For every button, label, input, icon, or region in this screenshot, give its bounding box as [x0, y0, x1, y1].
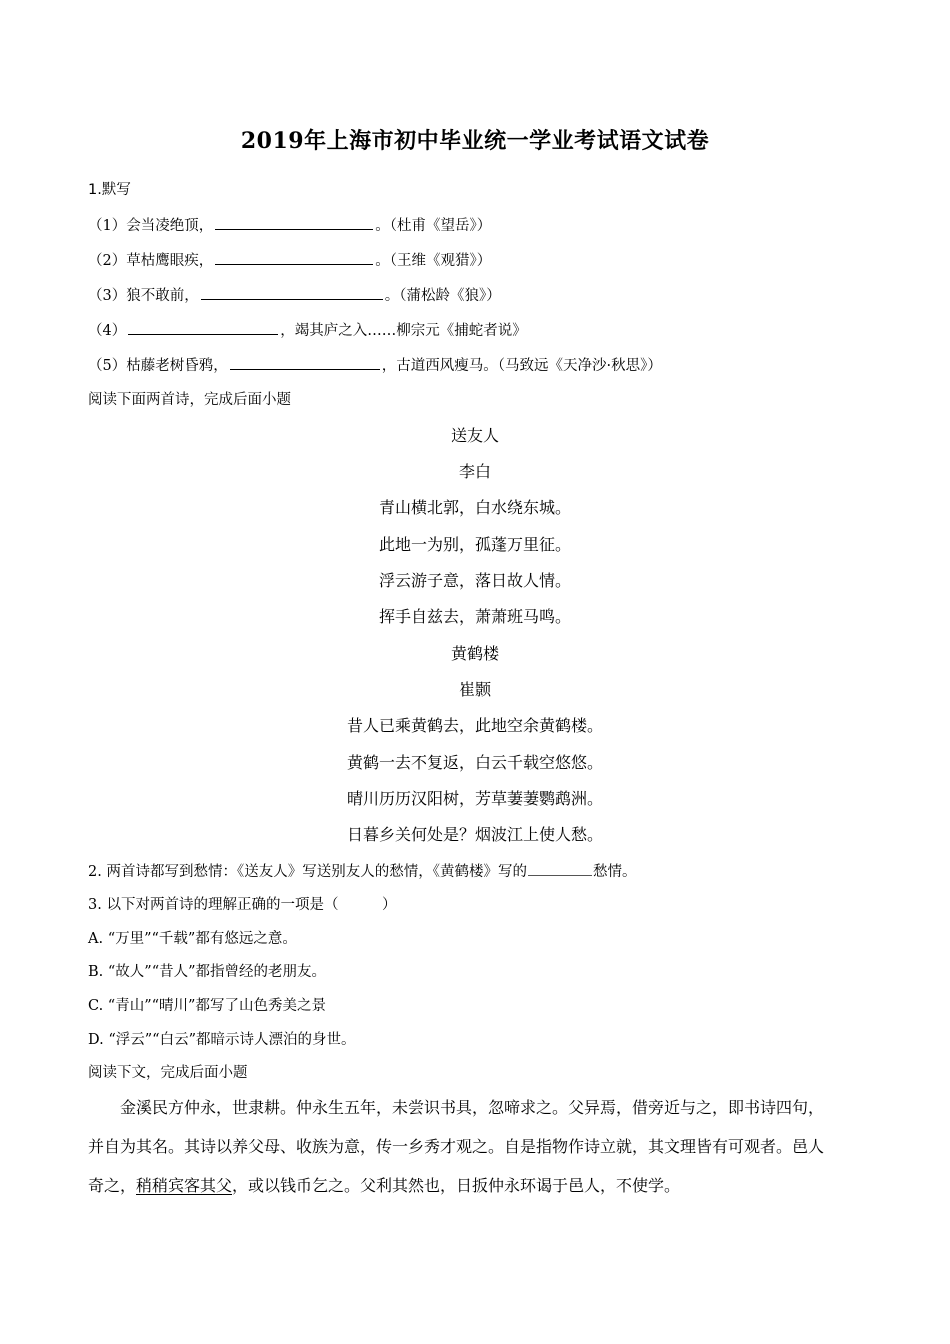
poem2-line-4: 日暮乡关何处是？烟波江上使人愁。 — [346, 825, 603, 844]
q1-item-4 — [88, 320, 527, 341]
poem2-line-1: 昔人已乘黄鹤去，此地空余黄鹤楼。 — [346, 716, 603, 735]
q2-pre: 2. 两首诗都写到愁情：《送友人》写送别友人的愁情，《黄鹤楼》写的 — [88, 864, 527, 880]
q1-item-3-pre: （3）狼不敢前， — [88, 288, 199, 304]
poem1-line-2: 此地一为别，孤蓬万里征。 — [378, 535, 571, 554]
answer-blank-4[interactable] — [128, 320, 278, 335]
prose-line-3 — [88, 1175, 868, 1197]
prose-intro: 阅读下文，完成后面小题 — [88, 1065, 248, 1081]
poem2-line-3: 晴川历历汉阳树，芳草萋萋鹦鹉洲。 — [346, 789, 603, 808]
q1-item-3 — [88, 285, 501, 306]
q1-item-1-post: 。（杜甫《望岳》） — [375, 218, 492, 234]
prose-line-2: 并自为其名。其诗以养父母、收族为意，传一乡秀才观之。自是指物作诗立就，其文理皆有可观者。邑人 — [88, 1137, 825, 1156]
poem2-line-2: 黄鹤一去不复返，白云千载空悠悠。 — [346, 753, 603, 772]
answer-blank-5[interactable] — [230, 355, 380, 370]
poem1-author: 李白 — [458, 462, 491, 481]
poem1-line-3: 浮云游子意，落日故人情。 — [378, 571, 571, 590]
q2-answer-blank[interactable] — [528, 861, 592, 876]
q2 — [88, 861, 636, 882]
poem2-author: 崔颢 — [458, 680, 491, 699]
q1-item-1 — [88, 215, 491, 236]
q3-stem: 3. 以下对两首诗的理解正确的一项是（ ） — [88, 897, 397, 913]
page-title: 2019年上海市初中毕业统一学业考试语文试卷 — [240, 128, 710, 154]
q3-option-b[interactable]: B. “故人”“昔人”都指曾经的老朋友。 — [88, 964, 327, 980]
poem2-title: 黄鹤楼 — [450, 644, 499, 663]
answer-blank-1[interactable] — [215, 215, 373, 230]
q3-option-d[interactable]: D. “浮云”“白云”都暗示诗人漂泊的身世。 — [88, 1032, 356, 1048]
q1-item-2 — [88, 250, 491, 271]
q1-item-2-post: 。（王维《观猎》） — [375, 253, 492, 269]
q1-heading: 1.默写 — [88, 182, 131, 198]
q1-item-4-pre: （4） — [88, 323, 127, 339]
q3-option-a[interactable]: A. “万里”“千载”都有悠远之意。 — [88, 931, 297, 947]
poem1-title: 送友人 — [450, 426, 499, 445]
prose-line-3-pre: 奇之， — [88, 1176, 137, 1195]
q1-item-4-post: ，竭其庐之入……柳宗元《捕蛇者说》 — [280, 323, 527, 339]
q1-item-2-pre: （2）草枯鹰眼疾， — [88, 253, 214, 269]
poem1-line-1: 青山横北郭，白水绕东城。 — [378, 498, 571, 517]
q1-item-1-pre: （1）会当凌绝顶， — [88, 218, 214, 234]
q1-item-3-post: 。（蒲松龄《狼》） — [384, 288, 501, 304]
prose-underlined-phrase: 稍稍宾客其父 — [136, 1176, 233, 1195]
answer-blank-2[interactable] — [215, 250, 373, 265]
q1-item-5-post: ，古道西风瘦马。（马致远《天净沙·秋思》） — [381, 358, 662, 374]
poem1-line-4: 挥手自兹去，萧萧班马鸣。 — [378, 607, 571, 626]
q3-option-c[interactable]: C. “青山”“晴川”都写了山色秀美之景 — [88, 998, 326, 1014]
prose-line-3-post: ，或以钱币乞之。父利其然也，日扳仲永环谒于邑人，不使学。 — [232, 1176, 681, 1195]
q1-item-5-pre: （5）枯藤老树昏鸦， — [88, 358, 228, 374]
prose-line-1: 金溪民方仲永，世隶耕。仲永生五年，未尝识书具，忽啼求之。父异焉，借旁近与之，即书诗四句， — [120, 1098, 825, 1117]
q2-post: 愁情。 — [592, 864, 637, 880]
answer-blank-3[interactable] — [201, 285, 383, 300]
poems-intro: 阅读下面两首诗，完成后面小题 — [88, 392, 291, 408]
q1-item-5 — [88, 355, 662, 376]
